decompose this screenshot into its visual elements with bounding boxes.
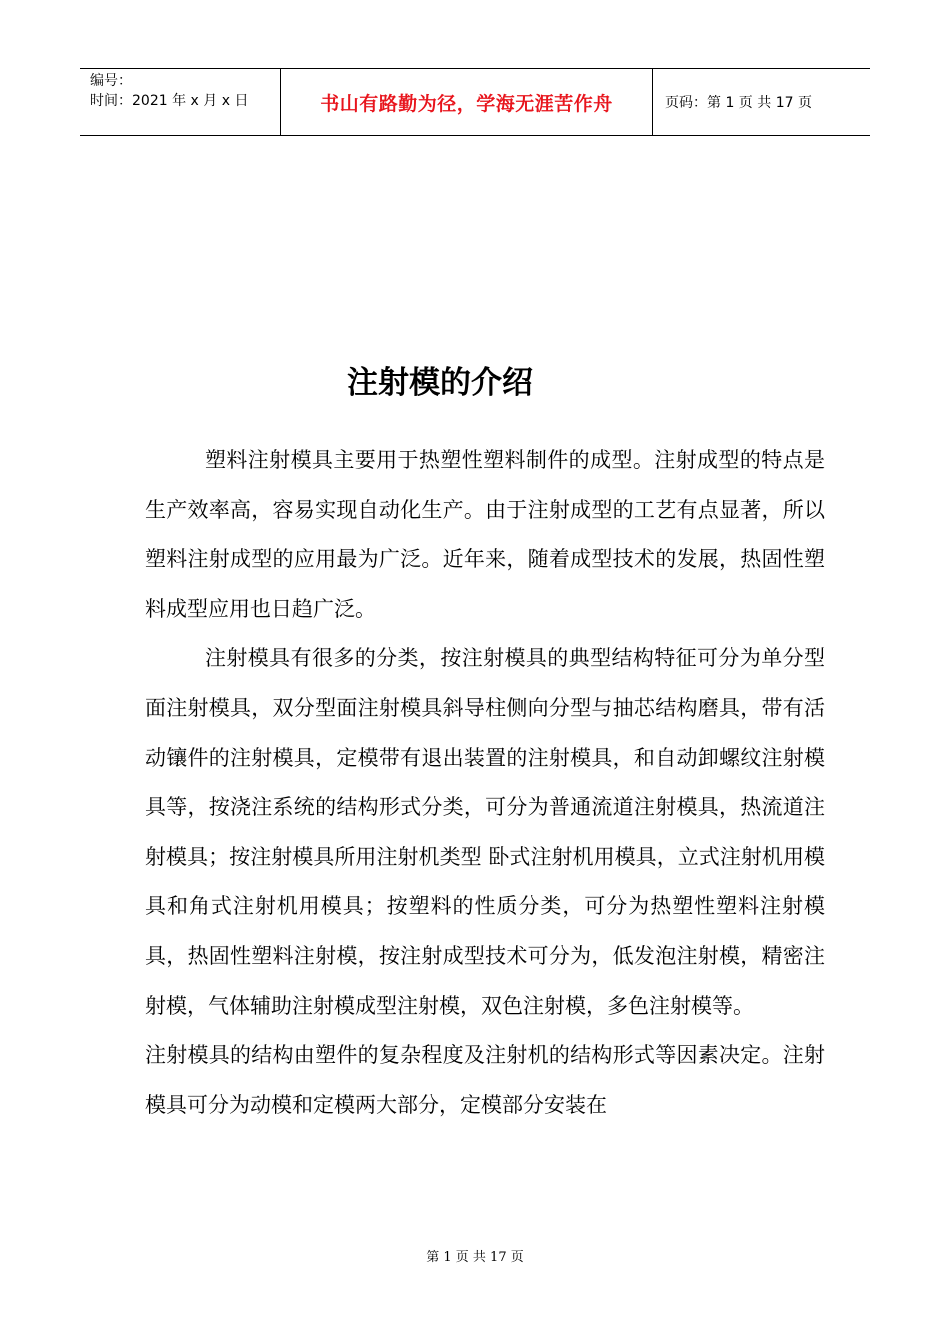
page-footer: 第 1 页 共 17 页 [426,1250,524,1265]
document-date-label: 时间：2021 年 x 月 x 日 [90,93,249,109]
header-page-info: 页码：第 1 页 共 17 页 [665,95,812,111]
header-page-cell [653,69,870,135]
paragraph-2: 注射模具有很多的分类，按注射模具的典型结构特征可分为单分型面注射模具，双分型面注射模具斜导柱侧向分型与抽芯结构磨具，带有活动镶件的注射模具，定模带有退出装置的注射模具，和自动卸螺纹注射模具等，按浇注系统的结构形式分类，可分为普通流道注射模具，热流道注射模具；按注射模具所用注射机类型 卧式注射机用模具，立式注射机用模具和角式注射机用模具；按塑料的性质分类，可分为热塑性塑料注射模具，热固性塑料注射模，按注射成型技术可分为，低发泡注射模，精密注射模，气体辅助注射模成型注射模，双色注射模，多色注射模等。 [145,646,825,1018]
document-title: 注射模的介绍 [347,365,533,401]
header-meta-cell [80,69,281,135]
header-table [80,68,870,136]
paragraph-3: 注射模具的结构由塑件的复杂程度及注射机的结构形式等因素决定。注射模具可分为动模和定模两大部分，定模部分安装在 [145,1043,825,1117]
document-body [145,436,825,1130]
document-number-label: 编号： [90,73,132,89]
header-motto: 书山有路勤为径，学海无涯苦作舟 [320,92,613,115]
paragraph-1: 塑料注射模具主要用于热塑性塑料制件的成型。注射成型的特点是生产效率高，容易实现自动化生产。由于注射成型的工艺有点显著，所以塑料注射成型的应用最为广泛。近年来，随着成型技术的发展，热固性塑料成型应用也日趋广泛。 [145,448,825,621]
header-motto-cell [281,69,653,135]
